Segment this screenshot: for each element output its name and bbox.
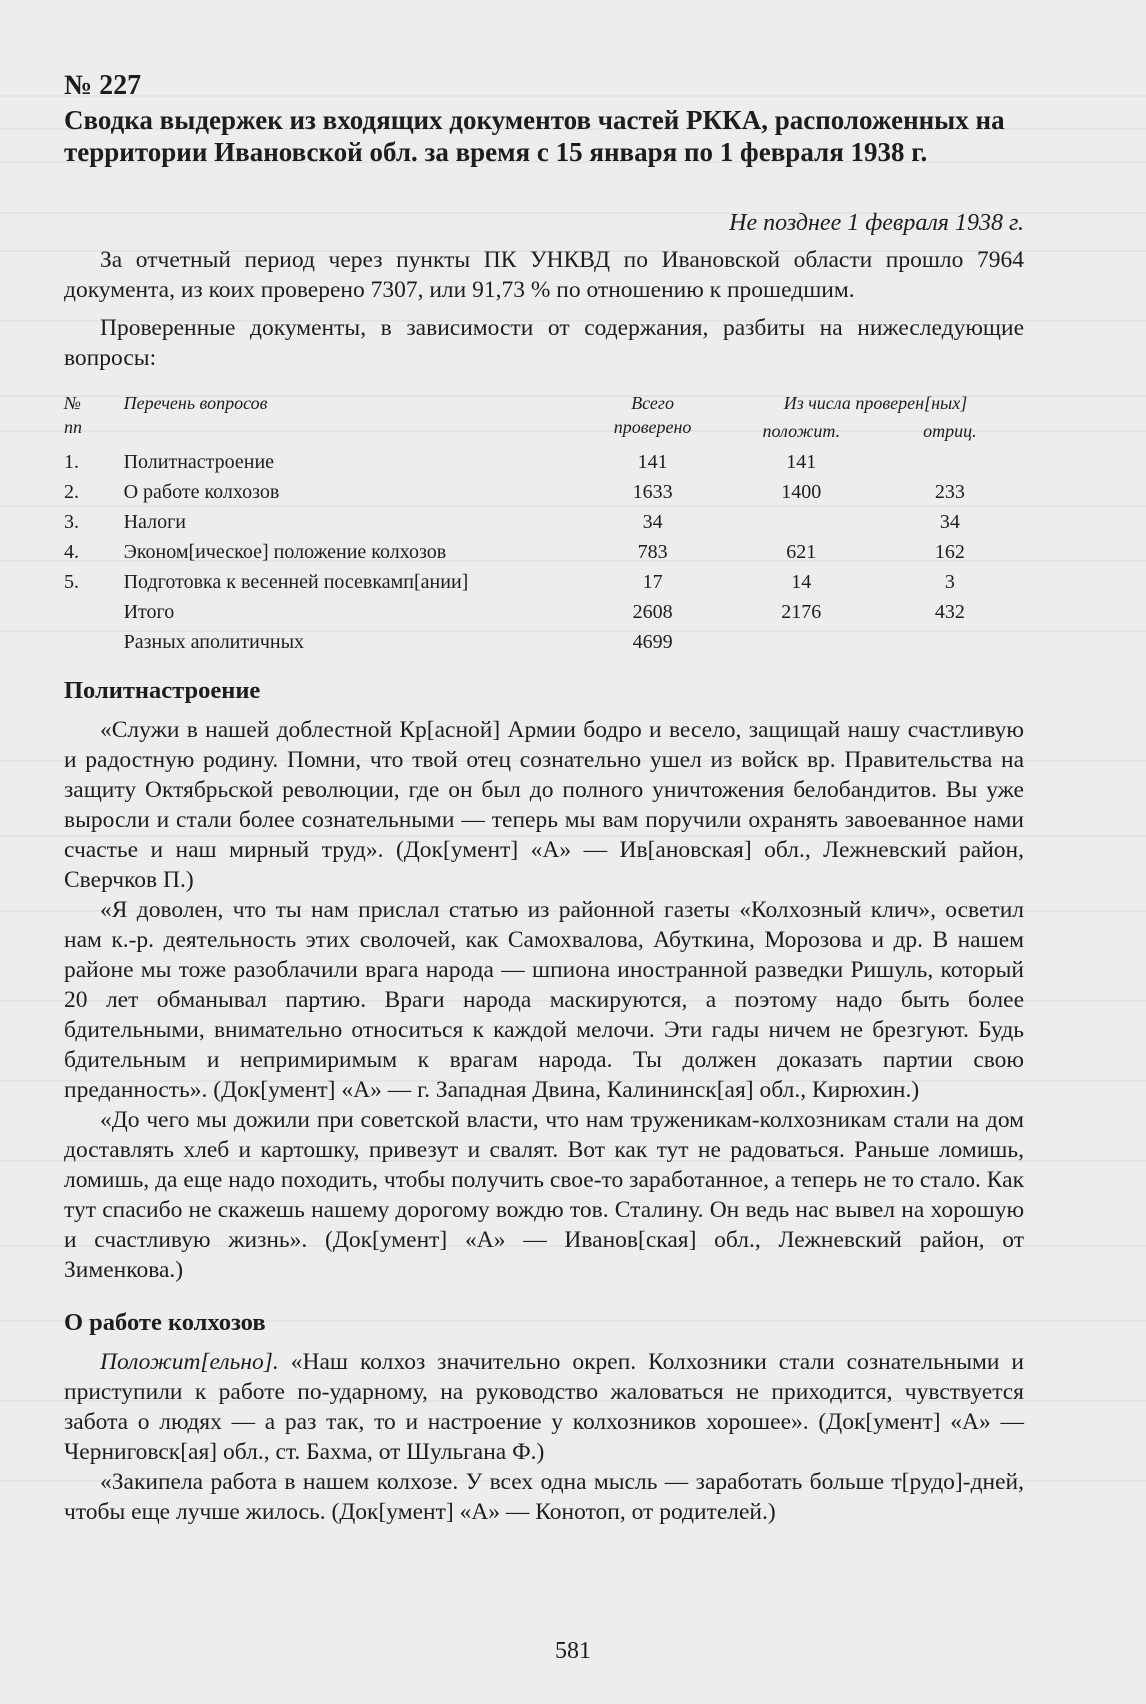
quote-paragraph: «До чего мы дожили при советской власти, что нам труженикам-колхозникам стали на дом доставлять хлеб и картошку, привезут и свалят. Вот как тут не радоваться. Раньше ломишь, ломишь, да еще надо походить, чтобы получить свое-то заработанное, а теперь не то стало. Как тут спасибо не скажешь нашему дорогому вождю тов. Сталину. Он ведь нас вывел на хорошую и счастливую жизнь». (Док[умент] «А» — Иванов[ская] обл., Лежневский район, от Зименкова.) bbox=[64, 1107, 1024, 1283]
header-total: Всего проверено bbox=[613, 393, 692, 437]
row-negative: 34 bbox=[939, 511, 960, 533]
row-negative: 233 bbox=[934, 481, 965, 503]
document-date: Не позднее 1 февраля 1938 г. bbox=[729, 210, 1024, 236]
row-question: Итого bbox=[123, 601, 175, 623]
table-row bbox=[64, 627, 1024, 657]
row-positive: 2176 bbox=[781, 601, 822, 623]
row-total: 141 bbox=[637, 451, 668, 473]
row-positive: 141 bbox=[786, 451, 817, 473]
header-positive: положит. bbox=[762, 421, 841, 441]
row-question: Эконом[ическое] положение колхозов bbox=[123, 541, 447, 563]
row-positive bbox=[727, 627, 876, 657]
document-page bbox=[64, 70, 1024, 1527]
header-question: Перечень вопросов bbox=[123, 393, 268, 413]
row-total: 783 bbox=[637, 541, 668, 563]
intro-paragraph: Проверенные документы, в зависимости от содержания, разбиты на нижеследующие вопросы: bbox=[64, 315, 1024, 371]
row-total: 1633 bbox=[632, 481, 673, 503]
row-total: 2608 bbox=[632, 601, 673, 623]
page-number: 581 bbox=[555, 1638, 591, 1664]
document-number: № 227 bbox=[64, 70, 142, 101]
row-num: 3. bbox=[64, 511, 79, 533]
row-total: 34 bbox=[642, 511, 663, 533]
table-row bbox=[64, 597, 1024, 627]
row-question: Подготовка к весенней посевкамп[ании] bbox=[123, 571, 469, 593]
intro-paragraph: За отчетный период через пункты ПК УНКВД по Ивановской области прошло 7964 документа, из коих проверено 7307, или 91,73 % по отношению к прошедшим. bbox=[64, 247, 1024, 303]
quote-paragraph: «Закипела работа в нашем колхозе. У всех одна мысль — заработать больше т[рудо]-дней, чтобы еще лучше жилось. (Док[умент] «А» — Конотоп, от родителей.) bbox=[64, 1469, 1024, 1525]
row-negative: 432 bbox=[934, 601, 965, 623]
header-group: Из числа проверен[ных] bbox=[783, 393, 968, 413]
documents-table bbox=[64, 391, 1024, 657]
section-heading: О работе колхозов bbox=[64, 1309, 266, 1336]
row-positive: 621 bbox=[786, 541, 817, 563]
row-num bbox=[64, 597, 104, 627]
row-total: 17 bbox=[642, 571, 663, 593]
row-num: 2. bbox=[64, 481, 79, 503]
row-question: Налоги bbox=[123, 511, 186, 533]
table-row bbox=[64, 447, 1024, 477]
row-num: 1. bbox=[64, 451, 79, 473]
section-heading: Политнастроение bbox=[64, 677, 261, 704]
row-num bbox=[64, 627, 104, 657]
row-negative bbox=[876, 447, 1024, 477]
row-positive: 1400 bbox=[781, 481, 822, 503]
table-row bbox=[64, 567, 1024, 597]
row-negative: 3 bbox=[944, 571, 955, 593]
table-row bbox=[64, 477, 1024, 507]
row-negative: 162 bbox=[934, 541, 965, 563]
header-negative: отриц. bbox=[923, 421, 977, 441]
row-num: 5. bbox=[64, 571, 79, 593]
row-question: Политнастроение bbox=[123, 451, 275, 473]
row-question: Разных аполитичных bbox=[123, 631, 305, 653]
quote-paragraph: «Я доволен, что ты нам прислал статью из районной газеты «Колхозный клич», осветил нам к.-р. деятельность этих сволочей, как Самохвалова, Абуткина, Морозова и др. В нашем районе мы тоже разоблачили врага народа — шпиона иностранной разведки Ришуль, который 20 лет обманывал партию. Враги народа маскируются, а поэтому надо быть более бдительными, внимательно относиться к каждой мелочи. Эти гады ничем не брезгуют. Будь бдительным и непримиримым к врагам народа. Ты должен доказать партии свою преданность». (Док[умент] «А» — г. Западная Двина, Калининск[ая] обл., Кирюхин.) bbox=[64, 897, 1024, 1103]
quote-text: «Наш колхоз значительно окреп. Колхозники стали сознательными и приступили к работе по-ударному, на руководство жаловаться не приходится, чувствуется забота о людях — а раз так, то и настроение у колхозников хорошее». (Док[умент] «А» — Черниговск[ая] обл., ст. Бахма, от Шульгана Ф.) bbox=[64, 1349, 1025, 1465]
quote-paragraph: «Служи в нашей доблестной Кр[асной] Армии бодро и весело, защищай нашу счастливую и радостную родину. Помни, что твой отец сознательно ушел из войск вр. Правительства на защиту Октябрьской революции, где он был до полного уничтожения белобандитов. Вы уже выросли и стали более сознательными — теперь мы вам поручили охранять завоеванное нами счастье и наш мирный труд». (Док[умент] «А» — Ив[ановская] обл., Лежневский район, Сверчков П.) bbox=[64, 717, 1024, 893]
row-positive bbox=[727, 507, 876, 537]
quote-paragraph bbox=[64, 1347, 1024, 1467]
table-row bbox=[64, 537, 1024, 567]
row-question: О работе колхозов bbox=[123, 481, 280, 503]
table-header-row bbox=[64, 391, 1024, 419]
row-positive: 14 bbox=[791, 571, 812, 593]
row-negative bbox=[876, 627, 1024, 657]
header-num: № пп bbox=[64, 393, 82, 437]
table-row bbox=[64, 507, 1024, 537]
assessment-label: Положит[ельно]. bbox=[100, 1349, 279, 1375]
document-title: Сводка выдержек из входящих документов частей РККА, расположенных на территории Ивановской обл. за время с 15 января по 1 февраля 1938 г. bbox=[64, 105, 1005, 167]
row-total: 4699 bbox=[632, 631, 673, 653]
row-num: 4. bbox=[64, 541, 79, 563]
